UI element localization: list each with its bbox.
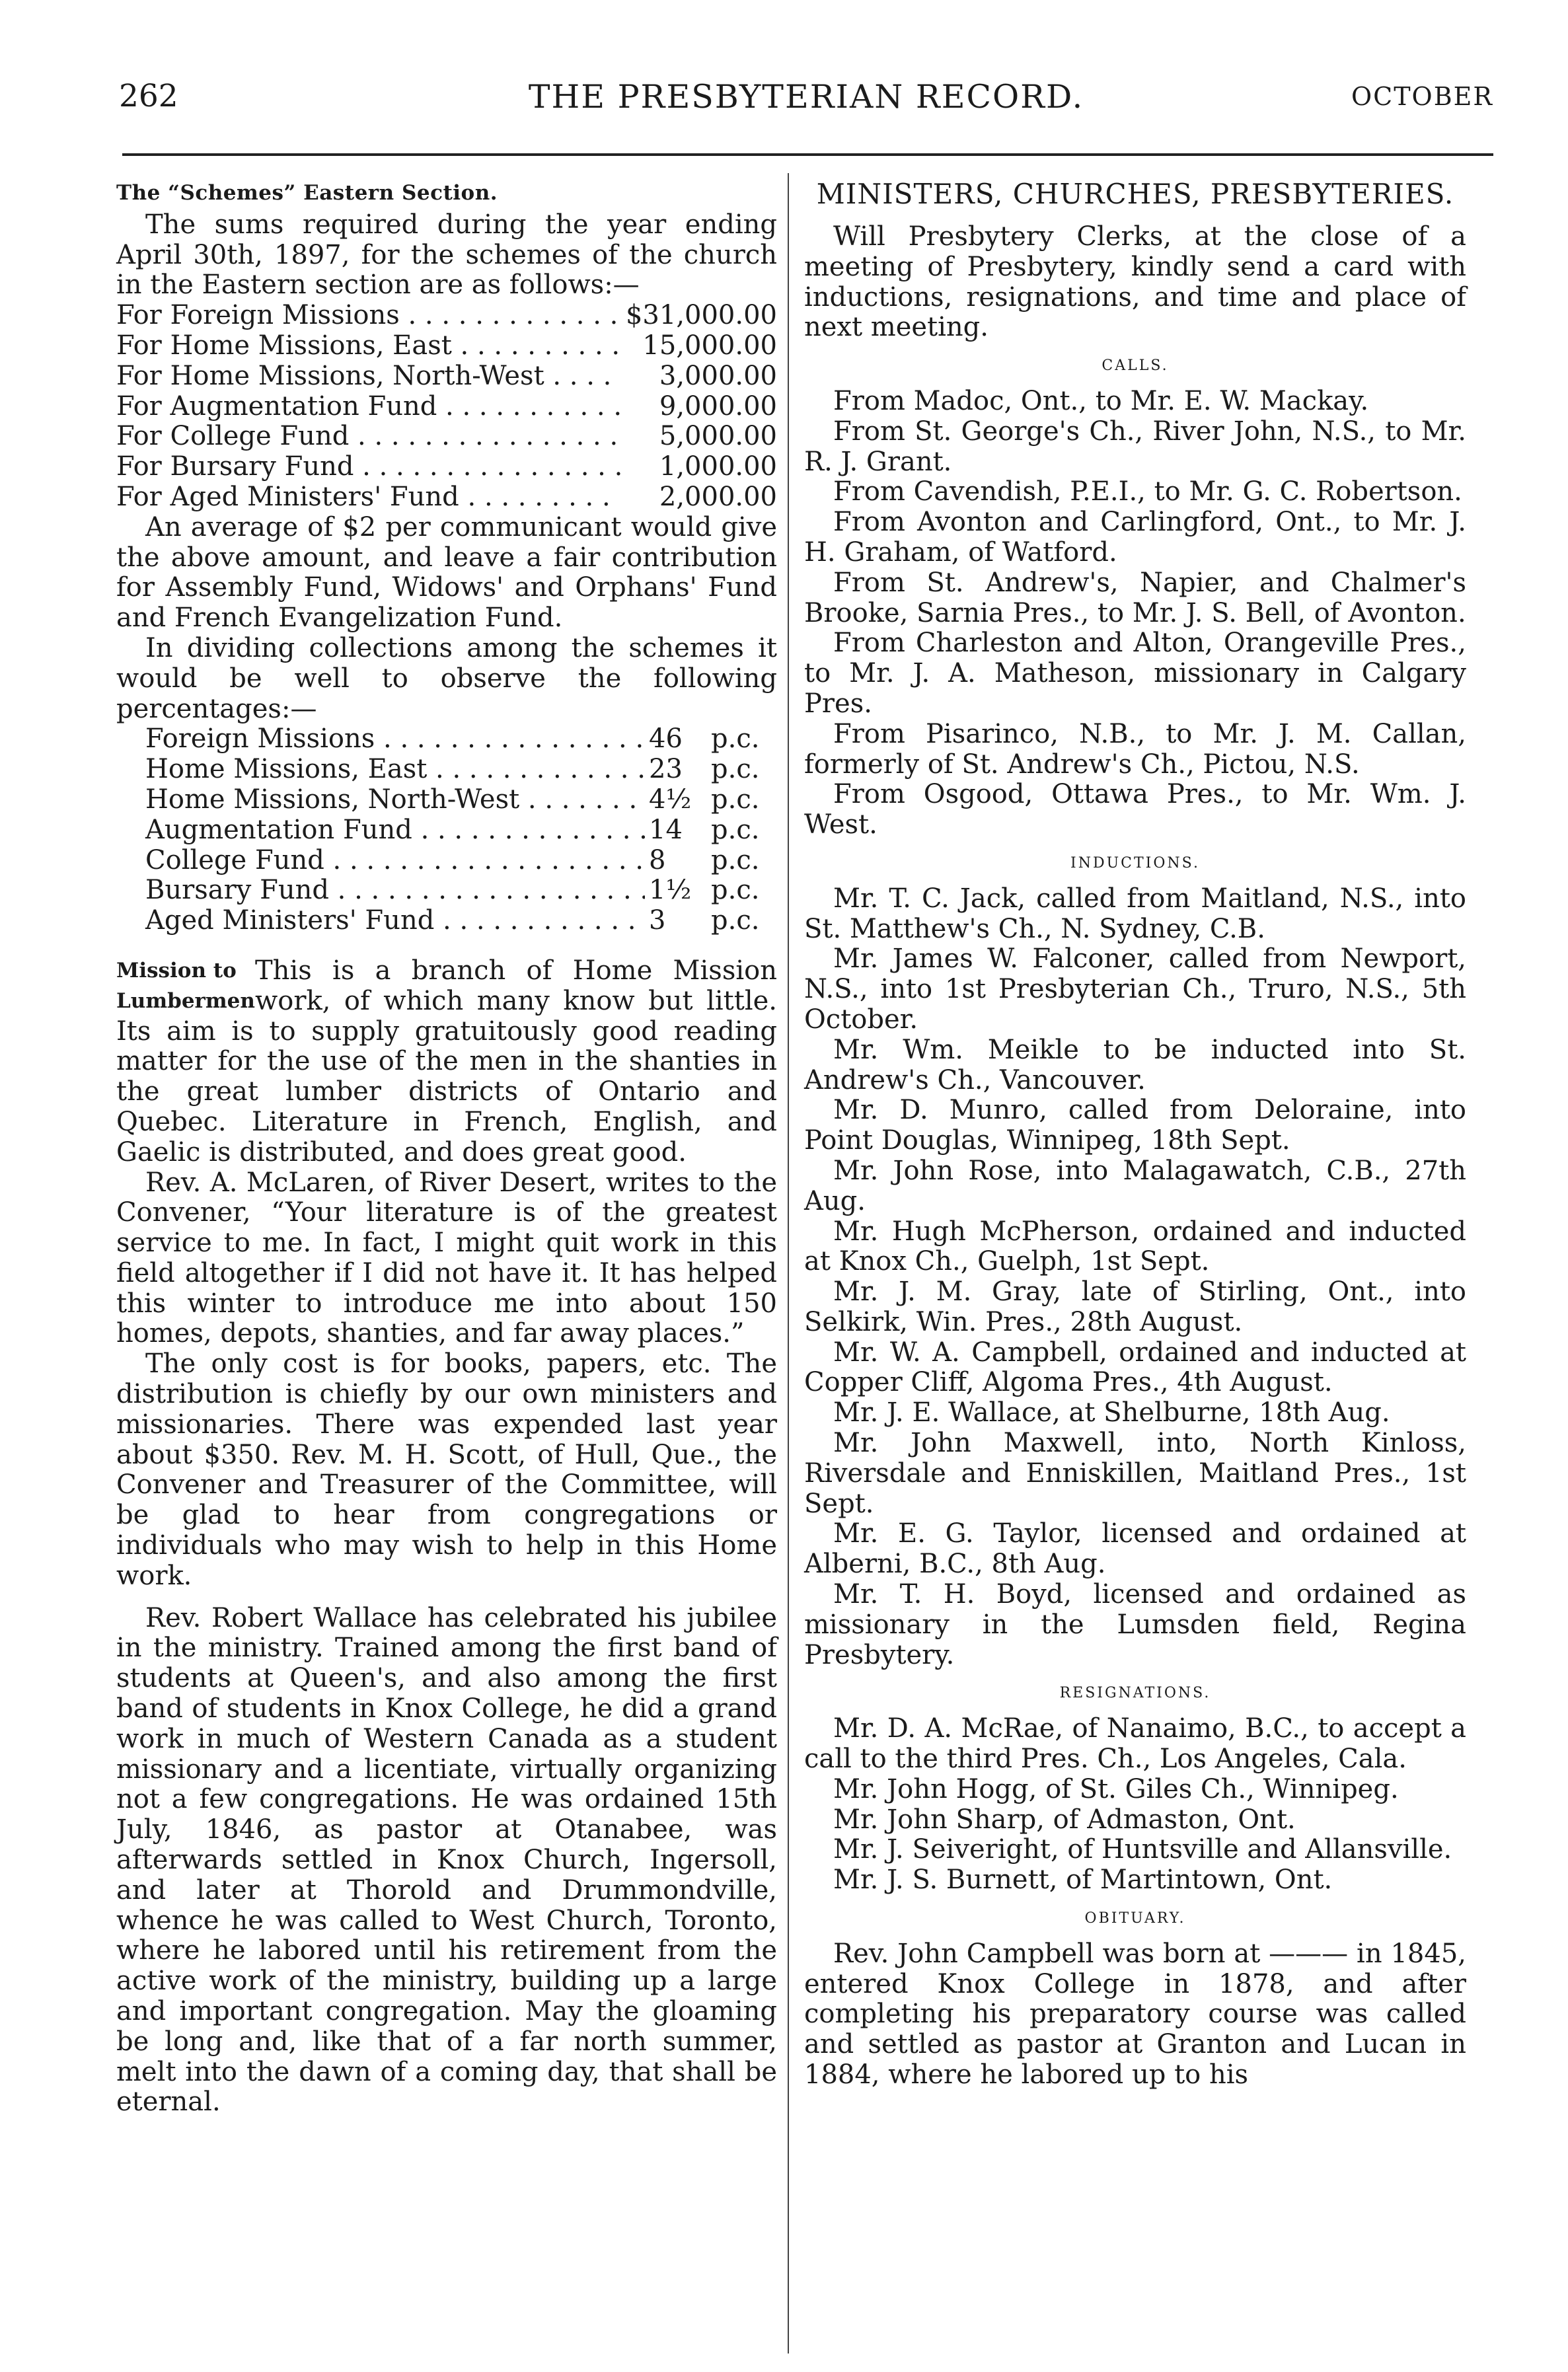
call-entry: From Charleston and Alton, Orangeville Pres., to Mr. J. A. Matheson, missionary in Calgary Pres. [804, 628, 1466, 719]
percentages-list [116, 724, 777, 936]
percentage-row: College Fund . . . 8 p.c. [116, 846, 777, 876]
fund-row: For Aged Ministers' Fund . . . 2,000.00 [116, 482, 777, 513]
resignation-entry: Mr. John Hogg, of St. Giles Ch., Winnipeg. [833, 1773, 1399, 1804]
obituary-paragraph: Rev. John Campbell was born at ——— in 1845, entered Knox College in 1878, and after completing his preparatory course was called and settled as pastor at Granton and Lucan in 1884, where he labored up to his [804, 1938, 1466, 2091]
header-rule [122, 153, 1493, 156]
call-entry: From Madoc, Ont., to Mr. E. W. Mackay. [833, 385, 1369, 416]
dividing-paragraph: In dividing collections among the schemes it would be well to observe the following percentages:— [116, 632, 777, 724]
percentage-row: Aged Ministers' Fund . . . 3 p.c. [116, 906, 777, 936]
lumbermen-sidehead: Mission to Lumbermen [116, 958, 255, 1013]
schemes-heading: The “Schemes” Eastern Section. [116, 181, 498, 205]
resignation-entry: Mr. J. S. Burnett, of Martintown, Ont. [833, 1865, 1333, 1896]
resignation-entry: Mr. John Sharp, of Admaston, Ont. [833, 1804, 1296, 1835]
percentage-row: Foreign Missions . . . 46 p.c. [116, 724, 777, 755]
call-entry: From St. George's Ch., River John, N.S., to Mr. R. J. Grant. [804, 416, 1466, 477]
calls-heading: CALLS. [1101, 357, 1169, 375]
lumbermen-paragraph: This is a branch of Home Mission work, of which many know but little. Its aim is to supply gratuitously good reading matter for the use of the men in the shanties in the great lumber districts of Ontario and Quebec. Literature in French, English, and Gaelic is distributed, and does great good. [116, 955, 777, 1167]
induction-entry: Mr. Hugh McPherson, ordained and inducted at Knox Ch., Guelph, 1st Sept. [804, 1216, 1466, 1277]
funds-list [116, 301, 777, 513]
induction-entry: Mr. E. G. Taylor, licensed and ordained at Alberni, B.C., 8th Aug. [804, 1518, 1466, 1580]
call-entry: From St. Andrew's, Napier, and Chalmer's Brooke, Sarnia Pres., to Mr. J. S. Bell, of Avonton. [804, 567, 1466, 628]
wallace-paragraph: Rev. Robert Wallace has celebrated his jubilee in the ministry. Trained among the first band of students at Queen's, and also among the first band of students in Knox College, he did a grand work in much of Western Canada as a student missionary and a licentiate, virtually organizing not a few congregations. He was ordained 15th July, 1846, as pastor at Otanabee, was afterwards settled in Knox Church, Ingersoll, and later at Thorold and Drummondville, whence he was called to West Church, Toronto, where he labored until his retirement from the active work of the ministry, building up a large and important congregation. May the gloaming be long and, like that of a far north summer, melt into the dawn of a coming day, that shall be eternal. [116, 1602, 777, 2118]
lumbermen-section [116, 956, 777, 1168]
running-title: THE PRESBYTERIAN RECORD. [528, 78, 1084, 116]
ministers-heading: MINISTERS, CHURCHES, PRESBYTERIES. [816, 178, 1454, 210]
fund-row: For College Fund . . . 5,000.00 [116, 422, 777, 452]
page-header [119, 78, 1493, 131]
percentage-row: Bursary Fund . . . 1½ p.c. [116, 875, 777, 906]
induction-entry: Mr. D. Munro, called from Deloraine, into Point Douglas, Winnipeg, 18th Sept. [804, 1095, 1466, 1156]
fund-row: For Bursary Fund . . . 1,000.00 [116, 452, 777, 482]
percentage-row: Home Missions, East . . . 23 p.c. [116, 755, 777, 785]
induction-entry: Mr. John Rose, into Malagawatch, C.B., 27th Aug. [804, 1155, 1466, 1216]
call-entry: From Avonton and Carlingford, Ont., to Mr. J. H. Graham, of Watford. [804, 507, 1466, 568]
induction-entry: Mr. J. E. Wallace, at Shelburne, 18th Aug. [833, 1397, 1390, 1428]
schemes-intro: The sums required during the year ending April 30th, 1897, for the schemes of the church in the Eastern section are as follows:— [116, 209, 777, 301]
fund-row: For Home Missions, North-West . . . 3,000.00 [116, 361, 777, 392]
resignation-entry: Mr. J. Seiveright, of Huntsville and Allansville. [833, 1834, 1452, 1865]
induction-entry: Mr. T. C. Jack, called from Maitland, N.S., into St. Matthew's Ch., N. Sydney, C.B. [804, 883, 1466, 944]
resignation-entry: Mr. D. A. McRae, of Nanaimo, B.C., to accept a call to the third Pres. Ch., Los Angeles, Cala. [804, 1713, 1466, 1775]
call-entry: From Pisarinco, N.B., to Mr. J. M. Callan, formerly of St. Andrew's Ch., Pictou, N.S. [804, 718, 1466, 780]
month-label: OCTOBER [1351, 82, 1493, 111]
page-number: 262 [119, 78, 178, 114]
resignations-heading: RESIGNATIONS. [1059, 1685, 1211, 1702]
induction-entry: Mr. Wm. Meikle to be inducted into St. Andrew's Ch., Vancouver. [804, 1034, 1466, 1095]
call-entry: From Cavendish, P.E.I., to Mr. G. C. Robertson. [833, 476, 1462, 507]
cost-paragraph: The only cost is for books, papers, etc. The distribution is chiefly by our own ministers and missionaries. There was expended last year about $350. Rev. M. H. Scott, of Hull, Que., the Convener and Treasurer of the Committee, will be glad to hear from congregations or individuals who may wish to help in this Home work. [116, 1349, 777, 1591]
percentage-row: Augmentation Fund . . . 14 p.c. [116, 815, 777, 846]
fund-row: For Augmentation Fund . . . 9,000.00 [116, 392, 777, 422]
average-paragraph: An average of $2 per communicant would give the above amount, and leave a fair contribution for Assembly Fund, Widows' and Orphans' Fund and French Evangelization Fund. [116, 511, 777, 634]
mclaren-paragraph: Rev. A. McLaren, of River Desert, writes to the Convener, “Your literature is of the greatest service to me. In fact, I might quit work in this field altogether if I did not have it. It has helped this winter to introduce me into about 150 homes, depots, shanties, and far away places.” [116, 1167, 777, 1349]
induction-entry: Mr. James W. Falconer, called from Newport, N.S., into 1st Presbyterian Ch., Truro, N.S., 5th October. [804, 944, 1466, 1035]
fund-row: For Foreign Missions . . . $31,000.00 [116, 301, 777, 331]
right-column [804, 178, 1466, 2091]
induction-entry: Mr. W. A. Campbell, ordained and inducted at Copper Cliff, Algoma Pres., 4th August. [804, 1337, 1466, 1398]
obituary-heading: OBITUARY. [1084, 1910, 1186, 1927]
fund-row: For Home Missions, East . . . 15,000.00 [116, 331, 777, 361]
percentage-row: Home Missions, North-West . . . 4½ p.c. [116, 785, 777, 815]
induction-entry: Mr. J. M. Gray, late of Stirling, Ont., into Selkirk, Win. Pres., 28th August. [804, 1277, 1466, 1337]
inductions-heading: INDUCTIONS. [1070, 854, 1200, 871]
call-entry: From Osgood, Ottawa Pres., to Mr. Wm. J. West. [804, 779, 1466, 840]
left-column [116, 178, 777, 2118]
induction-entry: Mr. T. H. Boyd, licensed and ordained as missionary in the Lumsden field, Regina Presbytery. [804, 1579, 1466, 1670]
column-divider [788, 173, 789, 2353]
clerks-intro: Will Presbytery Clerks, at the close of a meeting of Presbytery, kindly send a card with inductions, resignations, and time and place of next meeting. [804, 221, 1466, 343]
induction-entry: Mr. John Maxwell, into, North Kinloss, Riversdale and Enniskillen, Maitland Pres., 1st Sept. [804, 1428, 1466, 1519]
